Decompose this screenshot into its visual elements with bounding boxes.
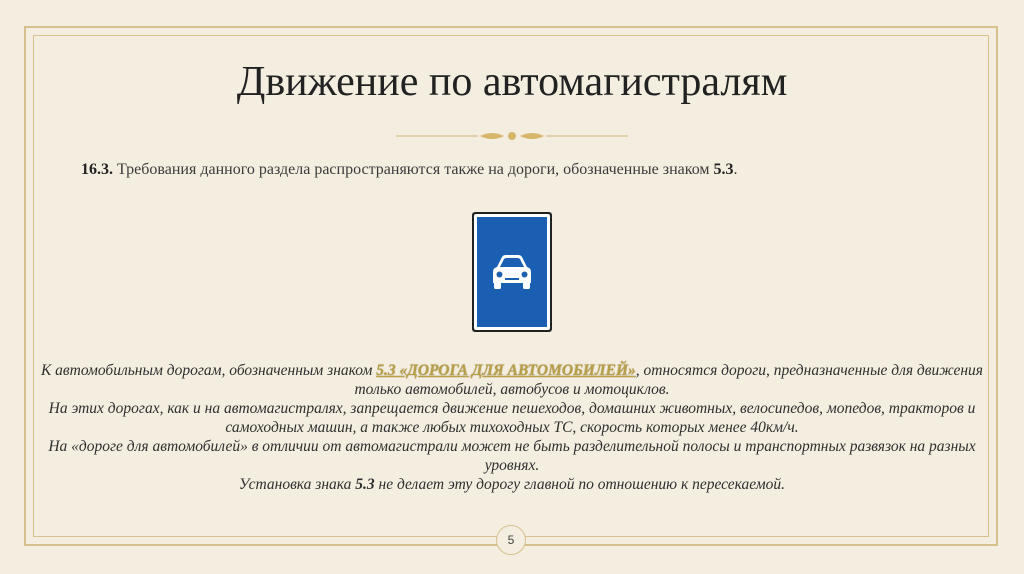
body-text xyxy=(30,361,994,494)
body-paragraph-4 xyxy=(30,475,994,494)
body-paragraph-1 xyxy=(30,361,994,399)
body-paragraph-3: На «дороге для автомобилей» в отличии от автомагистрали может не быть разделительной полосы и транспортных развязок на разных уровнях. xyxy=(48,438,976,474)
clause-sign-number: 5.3 xyxy=(713,161,734,178)
slide-title: Движение по автомагистралям xyxy=(236,59,788,105)
clause-end: . xyxy=(733,161,738,178)
body-p1-after: , относятся дороги, предназначенные для движения только автомобилей, автобусов и мотоциклов. xyxy=(354,362,983,398)
clause-text xyxy=(81,161,961,179)
clause-body: Требования данного раздела распространяются также на дороги, обозначенные знаком xyxy=(113,161,714,178)
body-p4-before: Установка знака xyxy=(238,476,356,493)
body-p4-after: не делает эту дорогу главной по отношению к пересекаемой. xyxy=(374,476,786,493)
page-number-badge: 5 xyxy=(496,525,526,555)
body-p4-sign: 5.3 xyxy=(355,476,375,493)
body-p1-before: К автомобильным дорогам, обозначенным знаком xyxy=(41,362,377,379)
ornament-divider-icon xyxy=(396,128,628,144)
clause-number: 16.3. xyxy=(81,161,113,178)
body-paragraph-2: На этих дорогах, как и на автомагистралях, запрещается движение пешеходов, домашних животных, велосипедов, мопедов, тракторов и самоходных машин, а также любых тихоходных ТС, скорость которых менее 40км/ч. xyxy=(48,400,976,436)
road-sign-5-3-car-icon xyxy=(471,211,553,333)
sign-5-3-link[interactable]: 5.3 «ДОРОГА ДЛЯ АВТОМОБИЛЕЙ» xyxy=(376,362,636,379)
